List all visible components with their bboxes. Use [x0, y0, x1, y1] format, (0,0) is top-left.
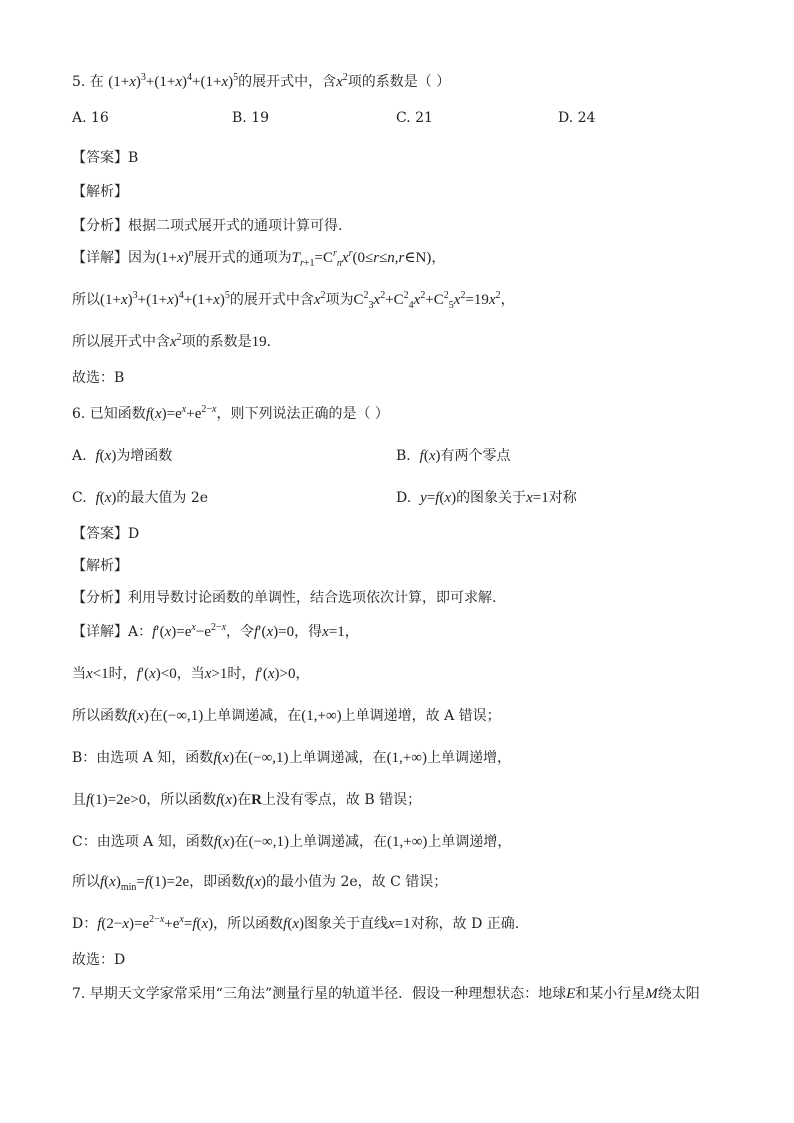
q5-answer: 【答案】B [72, 150, 139, 166]
q6-stem: 6. 已知函数$f(x)=e^x+e^{2-x}$，则下列说法正确的是（ ） [72, 404, 389, 422]
q6-detail-line-4: B：由选项 A 知，函数f(x)在(−∞,1)上单调递减，在(1,+∞)上单调递增， [72, 750, 511, 766]
q7-stem: 7. 早期天文学家常采用“三角法”测量行星的轨道半径．假设一种理想状态：地球E和某小行星M绕太阳 [72, 986, 700, 1002]
q6-analysis-label: 【解析】 [72, 558, 128, 574]
q5-fenxi: 【分析】根据二项式展开式的通项计算可得. [72, 218, 343, 234]
q6-option-c: C. f(x)的最大值为 2e [72, 490, 209, 506]
q5-option-c: C. 21 [396, 110, 433, 126]
q6-option-b: B. f(x)有两个零点 [396, 448, 511, 464]
q5-option-a: A. 16 [72, 110, 109, 126]
q5-stem: 5. 在 $(1+x)^3+(1+x)^4+(1+x)^5$的展开式中，含$x^2$项的系数是（ ） [72, 72, 451, 90]
q5-choose: 故选：B [72, 370, 125, 386]
q6-detail-line-1: 【详解】A：$f'(x)=e^x-e^{2-x}$，令f′(x)=0，得x=1， [72, 622, 359, 640]
q6-detail-line-5: 且f(1)=2e>0，所以函数f(x)在R上没有零点，故 B 错误； [72, 792, 422, 808]
q5-detail-line-2: 所以$(1+x)^3+(1+x)^4+(1+x)^5$的展开式中含$x^2$项为$C^2_3x^2+C^2_4x^2+C^2_5x^2=19x^2$， [72, 290, 515, 311]
q6-answer: 【答案】D [72, 526, 140, 542]
q5-option-d: D. 24 [558, 110, 596, 126]
q6-option-a: A. f(x)为增函数 [72, 448, 173, 464]
q5-detail-line-3: 所以展开式中含$x^2$项的系数是19. [72, 332, 272, 350]
q6-detail-line-2: 当x<1时，f′(x)<0，当x>1时，f′(x)>0， [72, 666, 310, 682]
q5-detail-line-1: 【详解】因为$(1+x)^n$展开式的通项为$T_{r+1}=C^r_nx^r(0\le r\le n,r\in N)$， [72, 248, 446, 269]
q6-detail-line-3: 所以函数f(x)在(−∞,1)上单调递减，在(1,+∞)上单调递增，故 A 错误； [72, 708, 501, 724]
q6-detail-line-8: D：$f(2-x)=e^{2-x}+e^x=f(x)$，所以函数f(x)图象关于直线x=1对称，故 D 正确. [72, 914, 520, 932]
q6-detail-line-6: C：由选项 A 知，函数f(x)在(−∞,1)上单调递减，在(1,+∞)上单调递增， [72, 834, 512, 850]
q5-analysis-label: 【解析】 [72, 184, 128, 200]
q6-detail-line-7: 所以$f(x)_{min}=f(1)=2e$，即函数f(x)的最小值为 2e，故 C 错误； [72, 874, 448, 893]
q6-option-d: D. y=f(x)的图象关于x=1对称 [396, 490, 577, 506]
q6-choose: 故选：D [72, 952, 126, 968]
q5-option-b: B. 19 [232, 110, 270, 126]
q6-fenxi: 【分析】利用导数讨论函数的单调性，结合选项依次计算，即可求解. [72, 590, 497, 606]
